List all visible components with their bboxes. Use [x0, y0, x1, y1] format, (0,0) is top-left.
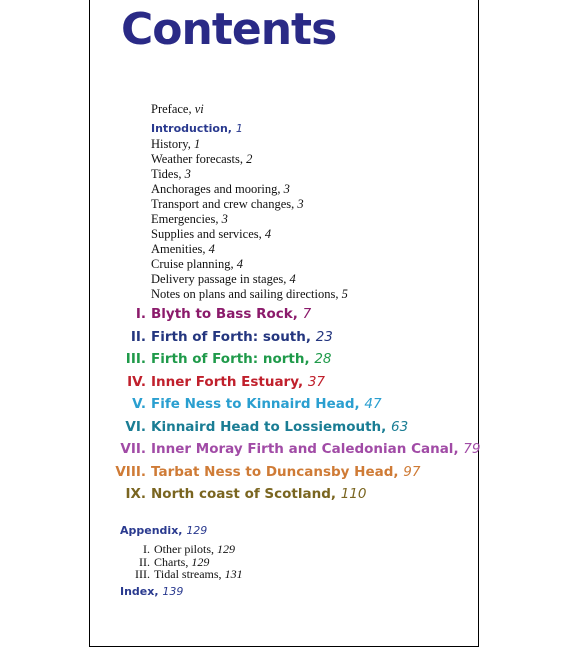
- toc-page-number: 23: [315, 328, 333, 345]
- toc-label: Preface,: [151, 102, 195, 116]
- toc-chapter-1[interactable]: [90, 306, 480, 328]
- toc-index[interactable]: [120, 584, 183, 599]
- toc-subitem[interactable]: Amenities, 4: [151, 242, 215, 256]
- chapter-numeral: V.: [132, 396, 146, 412]
- chapter-numeral: II.: [130, 328, 146, 345]
- toc-subitem[interactable]: Notes on plans and sailing directions, 5: [151, 287, 348, 301]
- toc-page-number: 1: [235, 122, 243, 135]
- toc-introduction[interactable]: [151, 121, 243, 136]
- chapter-numeral: IV.: [127, 373, 146, 390]
- toc-chapter-5[interactable]: [90, 396, 480, 418]
- toc-subitem[interactable]: III. Tidal streams, 131: [135, 567, 243, 581]
- chapter-numeral: IX.: [125, 486, 146, 502]
- toc-subitem[interactable]: Transport and crew changes, 3: [151, 197, 304, 211]
- chapter-title: Blyth to Bass Rock,: [151, 306, 303, 322]
- toc-page-number: 37: [307, 373, 325, 390]
- toc-page-number: 129: [186, 524, 208, 537]
- toc-chapter-4[interactable]: [90, 374, 480, 396]
- toc-subitem[interactable]: Weather forecasts, 2: [151, 152, 253, 166]
- chapter-numeral: I.: [135, 306, 146, 322]
- toc-page-number: 7: [302, 306, 312, 322]
- chapter-title: Tarbat Ness to Duncansby Head,: [151, 463, 404, 480]
- chapter-title: Inner Forth Estuary,: [151, 373, 308, 390]
- chapter-title: Firth of Forth: north,: [151, 351, 315, 367]
- appendix-subsections: [120, 543, 243, 581]
- toc-chapter-9[interactable]: [90, 486, 480, 508]
- introduction-subsections: [151, 137, 348, 302]
- toc-appendix[interactable]: [120, 523, 207, 538]
- toc-label: Index,: [120, 585, 163, 598]
- chapter-numeral: VIII.: [115, 463, 146, 480]
- toc-page-number: vi: [194, 102, 204, 116]
- toc-chapter-8[interactable]: [90, 464, 480, 486]
- toc-page-number: 79: [463, 441, 481, 457]
- chapter-title: Inner Moray Firth and Caledonian Canal,: [151, 441, 464, 457]
- toc-subitem[interactable]: II. Charts, 129: [139, 554, 210, 569]
- toc-chapter-7[interactable]: [90, 441, 480, 463]
- chapter-title: Fife Ness to Kinnaird Head,: [151, 396, 365, 412]
- chapter-title: Firth of Forth: south,: [151, 328, 316, 345]
- toc-subitem[interactable]: Cruise planning, 4: [151, 257, 244, 271]
- toc-chapter-2[interactable]: [90, 329, 480, 351]
- toc-subitem[interactable]: Tides, 3: [151, 167, 191, 181]
- toc-chapter-3[interactable]: [90, 351, 480, 373]
- toc-page-number: 28: [314, 351, 332, 367]
- page-title: Contents: [121, 4, 337, 55]
- toc-page-number: 110: [340, 486, 367, 502]
- chapter-title: North coast of Scotland,: [151, 486, 341, 502]
- toc-chapter-6[interactable]: [90, 419, 480, 441]
- toc-subitem[interactable]: History, 1: [151, 137, 201, 151]
- toc-label: Appendix,: [120, 524, 187, 537]
- toc-subitem[interactable]: I. Other pilots, 129: [143, 542, 235, 556]
- toc-subitem[interactable]: Emergencies, 3: [151, 212, 228, 226]
- chapter-title: Kinnaird Head to Lossiemouth,: [151, 418, 392, 435]
- toc-subitem[interactable]: Delivery passage in stages, 4: [151, 272, 296, 286]
- toc-page-number: 47: [364, 396, 382, 412]
- toc-subitem[interactable]: Supplies and services, 4: [151, 227, 272, 241]
- toc-preface[interactable]: [151, 102, 204, 117]
- toc-page-number: 63: [391, 418, 409, 435]
- chapter-numeral: VI.: [125, 418, 146, 435]
- toc-page-number: 97: [403, 463, 421, 480]
- toc-subitem[interactable]: Anchorages and mooring, 3: [151, 182, 290, 196]
- toc-page-number: 139: [162, 585, 184, 598]
- contents-page: [89, 0, 479, 647]
- chapter-numeral: VII.: [120, 441, 146, 457]
- chapter-numeral: III.: [125, 351, 146, 367]
- toc-label: Introduction,: [151, 122, 236, 135]
